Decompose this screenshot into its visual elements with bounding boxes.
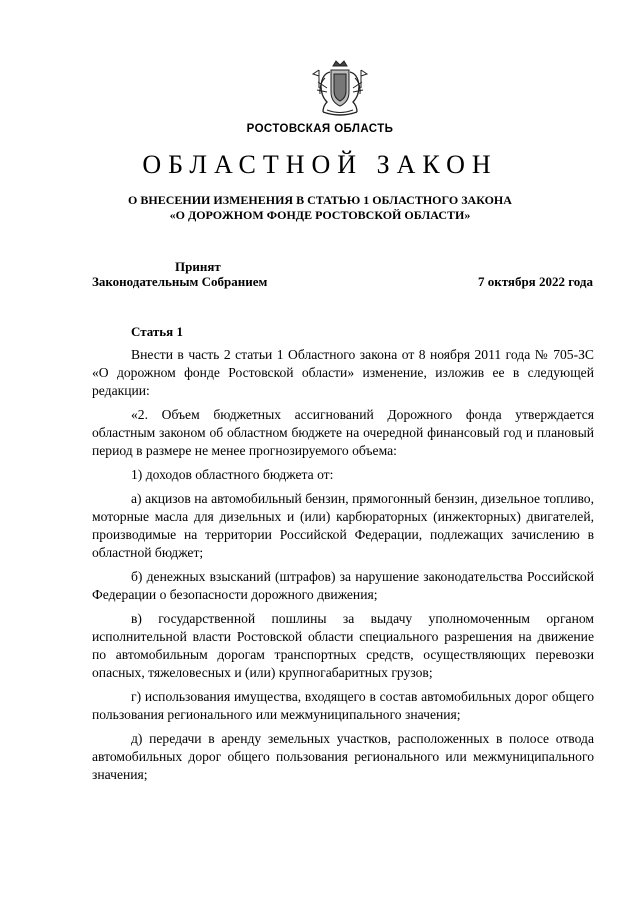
paragraph: б) денежных взысканий (штрафов) за нарушение законодательства Российской Федерации о безопасности дорожного движения; — [92, 569, 594, 602]
law-subject — [0, 193, 640, 223]
article-body — [92, 346, 594, 790]
paragraph: д) передачи в аренду земельных участков, расположенных в полосе отвода автомобильных дорог общего пользования регионального или межмуниципального значения; — [92, 731, 594, 782]
paragraph: Внести в часть 2 статьи 1 Областного закона от 8 ноября 2011 года № 705-ЗС «О дорожном фонде Ростовской области» изменение, изложив ее в следующей редакции: — [92, 347, 594, 398]
region-name: РОСТОВСКАЯ ОБЛАСТЬ — [246, 123, 394, 135]
adopted-by: Законодательным Собранием — [92, 274, 268, 289]
paragraph: г) использования имущества, входящего в состав автомобильных дорог общего пользования регионального или межмуниципального значения; — [92, 689, 594, 722]
adoption-date: 7 октября 2022 года — [477, 274, 593, 289]
paragraph: а) акцизов на автомобильный бензин, прямогонный бензин, дизельное топливо, моторные масла для дизельных и (или) карбюраторных (инжекторных) двигателей, производимые на территории Российской Федерации, подлежащих зачислению в областной бюджет; — [92, 491, 594, 560]
adopted-label: Принят — [175, 259, 221, 274]
law-type-title: ОБЛАСТНОЙ ЗАКОН — [142, 150, 498, 179]
paragraph: «2. Объем бюджетных ассигнований Дорожного фонда утверждается областным законом об областном бюджете на очередной финансовый год и плановый период в размере не менее прогнозируемого объема: — [92, 407, 594, 458]
paragraph: в) государственной пошлины за выдачу уполномоченным органом исполнительной власти Ростовской области специального разрешения на движение по автомобильным дорогам транспортных средств, осуществляющих перевозки опасных, тяжеловесных и (или) крупногабаритных грузов; — [92, 611, 594, 680]
coat-of-arms-icon — [309, 58, 371, 120]
law-subject-line: О ВНЕСЕНИИ ИЗМЕНЕНИЯ В СТАТЬЮ 1 ОБЛАСТНОГО ЗАКОНА — [128, 193, 512, 207]
law-subject-line: «О ДОРОЖНОМ ФОНДЕ РОСТОВСКОЙ ОБЛАСТИ» — [169, 208, 471, 222]
paragraph: 1) доходов областного бюджета от: — [131, 467, 334, 482]
article-heading: Статья 1 — [131, 324, 183, 339]
